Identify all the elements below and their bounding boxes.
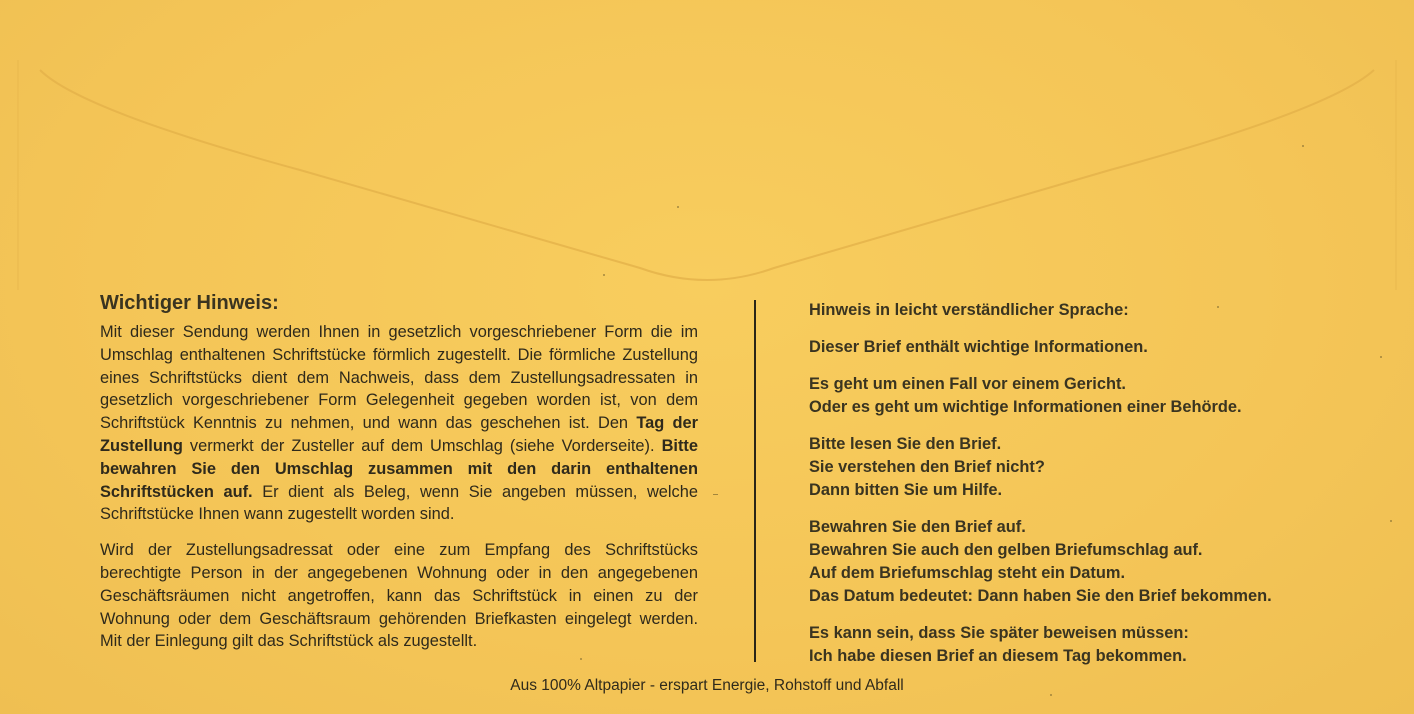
notice-text-part-1: Mit dieser Sendung werden Ihnen in gesetzlich vorgeschriebener Form die im Umschlag enthaltenen Schriftstücke förmlich zugestellt. Die förmliche Zustellung eines Schriftstücks dient dem Nachweis, dass dem Zustellungsadressaten in gesetzlich vorgeschriebener Form Gelegenheit gegeben worden ist, von dem Schriftstück Kenntnis zu nehmen, und wann das geschehen ist. Den	[100, 323, 698, 433]
notice-text-part-2: vermerkt der Zusteller auf dem Umschlag (siehe Vorderseite).	[182, 436, 662, 455]
paper-speck	[1050, 694, 1052, 696]
envelope-flap-outline	[0, 0, 1414, 300]
paper-speck	[603, 274, 605, 276]
easy-language-line: Auf dem Briefumschlag steht ein Datum.	[809, 564, 1126, 582]
notice-bold-keep-envelope: Bitte bewahren Sie den Umschlag zusammen mit den darin enthaltenen Schriftstücken auf.	[100, 436, 698, 501]
paper-speck	[713, 494, 718, 495]
easy-language-line: Es geht um einen Fall vor einem Gericht.	[809, 375, 1126, 393]
notice-bold-delivery-day: Tag der Zustellung	[100, 414, 698, 455]
paper-speck	[677, 206, 679, 208]
easy-language-line: Das Datum bedeutet: Dann haben Sie den Brief bekommen.	[809, 587, 1272, 605]
easy-language-block-2	[809, 373, 1369, 419]
legal-notice-column	[100, 292, 698, 653]
legal-notice-paragraph-1	[100, 321, 698, 526]
easy-language-line: Bewahren Sie auch den gelben Briefumschlag auf.	[809, 541, 1203, 559]
easy-language-block-3	[809, 433, 1369, 502]
easy-language-block-1	[809, 336, 1369, 359]
legal-notice-heading: Wichtiger Hinweis:	[100, 292, 279, 314]
easy-language-block-5	[809, 622, 1369, 668]
easy-language-line: Oder es geht um wichtige Informationen einer Behörde.	[809, 398, 1242, 416]
legal-notice-paragraph-2: Wird der Zustellungsadressat oder eine zum Empfang des Schriftstücks berechtigte Person in der angegebenen Wohnung oder in den angegebenen Geschäftsräumen nicht angetroffen, kann das Schriftstück in einen zu der Wohnung oder dem Geschäftsraum gehörenden Briefkasten eingelegt werden. Mit der Einlegung gilt das Schriftstück als zugestellt.	[100, 541, 698, 651]
easy-language-line: Sie verstehen den Brief nicht?	[809, 458, 1045, 476]
notice-text-part-3: Er dient als Beleg, wenn Sie angeben müssen, welche Schriftstücke Ihnen wann zugestellt worden sind.	[100, 482, 698, 524]
easy-language-line: Bewahren Sie den Brief auf.	[809, 518, 1026, 536]
easy-language-line: Ich habe diesen Brief an diesem Tag bekommen.	[809, 647, 1187, 665]
easy-language-column	[809, 299, 1369, 668]
column-divider	[754, 300, 756, 662]
paper-speck	[1217, 306, 1219, 308]
paper-speck	[1390, 520, 1392, 522]
easy-language-line: Bitte lesen Sie den Brief.	[809, 435, 1002, 453]
paper-speck	[580, 658, 582, 660]
easy-language-line: Es kann sein, dass Sie später beweisen müssen:	[809, 624, 1189, 642]
easy-language-block-4	[809, 516, 1369, 608]
easy-language-line: Dieser Brief enthält wichtige Informationen.	[809, 338, 1148, 356]
recycled-paper-footer: Aus 100% Altpapier - erspart Energie, Rohstoff und Abfall	[510, 677, 904, 694]
easy-language-heading: Hinweis in leicht verständlicher Sprache:	[809, 301, 1129, 319]
easy-language-line: Dann bitten Sie um Hilfe.	[809, 481, 1003, 499]
paper-speck	[1380, 356, 1382, 358]
paper-speck	[1302, 145, 1304, 147]
